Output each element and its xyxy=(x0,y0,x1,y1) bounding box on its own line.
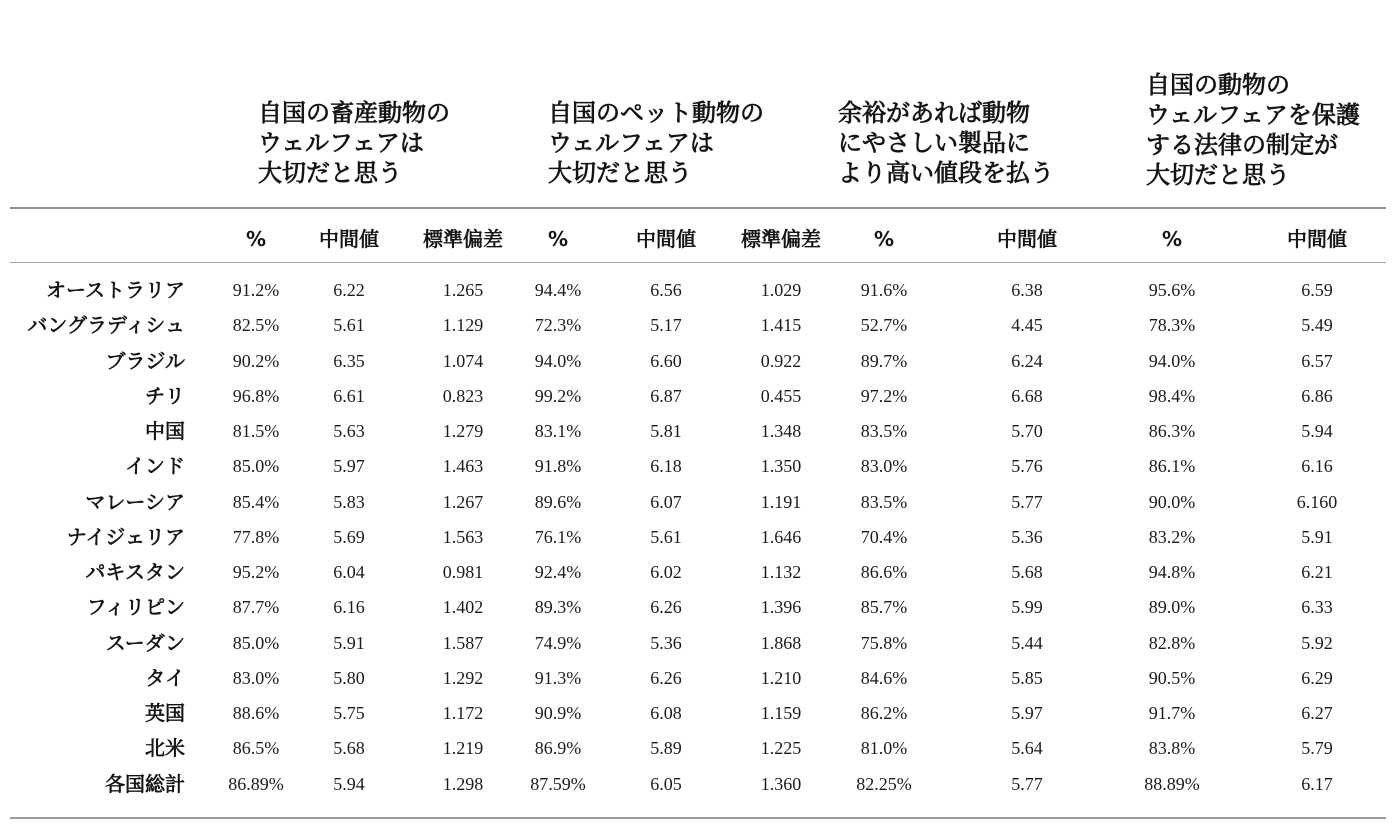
group-header-line: 大切だと思う xyxy=(258,159,402,187)
column-header: 標準偏差 xyxy=(423,227,503,251)
table-cell: 75.8% xyxy=(860,632,908,653)
table-cell: 85.7% xyxy=(860,597,908,618)
table-row xyxy=(0,520,1400,555)
table-cell: 84.6% xyxy=(860,667,908,688)
table-cell: 74.9% xyxy=(534,632,582,653)
table-cell: 0.455 xyxy=(760,385,802,406)
group-header-farm-animal-welfare xyxy=(258,0,450,188)
table-row xyxy=(0,344,1400,379)
table-cell: 5.44 xyxy=(1011,632,1043,653)
table-cell: 5.99 xyxy=(1011,597,1043,618)
group-header-line: より高い値段を払う xyxy=(838,159,1054,187)
group-header-line: 余裕があれば動物 xyxy=(838,99,1030,127)
group-header-line: 自国の畜産動物の xyxy=(258,99,450,127)
table-cell: 1.029 xyxy=(760,280,802,300)
group-header-line: ウェルフェアを保護 xyxy=(1146,101,1360,129)
table-cell: 1.348 xyxy=(760,421,802,441)
table-cell: 89.0% xyxy=(1148,597,1196,618)
table-row xyxy=(0,767,1400,802)
table-cell: 6.33 xyxy=(1301,597,1333,618)
table-cell: 91.8% xyxy=(534,456,582,477)
table-row xyxy=(0,626,1400,661)
table-cell: 95.2% xyxy=(232,562,280,582)
table-cell: 6.87 xyxy=(650,385,682,406)
group-header-line: ウェルフェアは xyxy=(258,129,424,157)
table-cell: 6.61 xyxy=(333,385,365,406)
group-header-pay-more xyxy=(838,0,1054,188)
table-cell: 1.210 xyxy=(760,667,802,688)
country-label: ナイジェリア xyxy=(66,524,185,549)
table-cell: 86.1% xyxy=(1148,456,1196,477)
table-cell: 1.191 xyxy=(760,491,802,512)
country-label: 中国 xyxy=(145,419,185,443)
table-cell: 92.4% xyxy=(534,562,582,582)
table-cell: 0.823 xyxy=(442,385,484,406)
table-cell: 1.563 xyxy=(442,526,484,547)
column-header: 中間値 xyxy=(997,227,1057,251)
table-row xyxy=(0,555,1400,590)
table-cell: 86.9% xyxy=(534,738,582,759)
table-cell: 1.292 xyxy=(442,667,484,688)
table-cell: 86.3% xyxy=(1148,421,1196,441)
group-header-line: 大切だと思う xyxy=(548,159,692,187)
table-cell: 1.132 xyxy=(760,562,802,582)
table-cell: 0.981 xyxy=(442,562,484,582)
table-cell: 6.24 xyxy=(1011,350,1043,371)
table-cell: 5.97 xyxy=(333,456,365,477)
table-cell: 91.2% xyxy=(232,280,280,300)
table-cell: 6.21 xyxy=(1301,562,1333,582)
table-cell: 6.18 xyxy=(650,456,682,477)
table-cell: 1.350 xyxy=(760,456,802,477)
table-cell: 96.8% xyxy=(232,385,280,406)
table-cell: 6.160 xyxy=(1296,491,1338,512)
table-cell: 0.922 xyxy=(760,350,802,371)
table-cell: 1.298 xyxy=(442,773,484,794)
table-cell: 86.89% xyxy=(228,773,284,794)
group-header-line: にやさしい製品に xyxy=(838,129,1030,157)
country-label: 英国 xyxy=(145,701,185,725)
column-header: 標準偏差 xyxy=(741,227,821,251)
table-cell: 85.0% xyxy=(232,456,280,477)
table-cell: 83.0% xyxy=(232,667,280,688)
table-cell: 6.56 xyxy=(650,280,682,300)
country-label: タイ xyxy=(145,665,185,690)
table-cell: 87.7% xyxy=(232,597,280,618)
table-cell: 6.08 xyxy=(650,703,682,723)
table-row xyxy=(0,485,1400,520)
country-label: インド xyxy=(125,454,185,479)
table-cell: 6.68 xyxy=(1011,385,1043,406)
table-cell: 81.0% xyxy=(860,738,908,759)
table-cell: 5.63 xyxy=(333,421,365,441)
table-cell: 83.2% xyxy=(1148,526,1196,547)
table-cell: 5.89 xyxy=(650,738,682,759)
group-header-line: 大切だと思う xyxy=(1146,161,1290,189)
table-cell: 94.0% xyxy=(534,350,582,371)
table-cell: 5.69 xyxy=(333,526,365,547)
table-cell: 1.267 xyxy=(442,491,484,512)
country-label: バングラディシュ xyxy=(27,313,185,338)
header-separator-rule xyxy=(10,262,1386,263)
table-row xyxy=(0,449,1400,484)
table-row xyxy=(0,379,1400,414)
country-label: 各国総計 xyxy=(105,771,185,796)
country-label: スーダン xyxy=(105,630,185,655)
table-cell: 1.360 xyxy=(760,773,802,794)
table-cell: 99.2% xyxy=(534,385,582,406)
table-cell: 5.77 xyxy=(1011,491,1043,512)
table-cell: 87.59% xyxy=(530,773,586,794)
table-row xyxy=(0,661,1400,696)
table-cell: 85.0% xyxy=(232,632,280,653)
table-cell: 90.5% xyxy=(1148,667,1196,688)
table-cell: 1.225 xyxy=(760,738,802,759)
table-cell: 5.77 xyxy=(1011,773,1043,794)
table-cell: 85.4% xyxy=(232,491,280,512)
table-cell: 86.2% xyxy=(860,703,908,723)
table-cell: 1.172 xyxy=(442,703,484,723)
table-cell: 5.75 xyxy=(333,703,365,723)
table-top-rule xyxy=(10,207,1386,209)
table-cell: 5.92 xyxy=(1301,632,1333,653)
table-cell: 6.07 xyxy=(650,491,682,512)
table-cell: 95.6% xyxy=(1148,280,1196,300)
table-cell: 6.27 xyxy=(1301,703,1333,723)
group-header-line: 自国のペット動物の xyxy=(548,99,764,127)
table-cell: 6.16 xyxy=(1301,456,1333,477)
table-cell: 91.7% xyxy=(1148,703,1196,723)
table-cell: 89.3% xyxy=(534,597,582,618)
table-cell: 6.29 xyxy=(1301,667,1333,688)
table-cell: 1.646 xyxy=(760,526,802,547)
table-cell: 6.57 xyxy=(1301,350,1333,371)
country-label: マレーシア xyxy=(85,489,185,514)
table-cell: 91.6% xyxy=(860,280,908,300)
table-row xyxy=(0,414,1400,449)
column-header: % xyxy=(1161,227,1183,251)
table-cell: 1.396 xyxy=(760,597,802,618)
table-cell: 83.5% xyxy=(860,491,908,512)
table-cell: 90.9% xyxy=(534,703,582,723)
table-cell: 5.68 xyxy=(333,738,365,759)
table-cell: 6.59 xyxy=(1301,280,1333,300)
table-cell: 94.0% xyxy=(1148,350,1196,371)
table-cell: 5.64 xyxy=(1011,738,1043,759)
table-cell: 1.463 xyxy=(442,456,484,477)
table-cell: 6.04 xyxy=(333,562,365,582)
table-cell: 5.17 xyxy=(650,315,682,336)
column-header: % xyxy=(547,227,569,251)
country-label: フィリピン xyxy=(86,595,185,620)
table-cell: 72.3% xyxy=(534,315,582,336)
table-cell: 6.38 xyxy=(1011,280,1043,300)
table-cell: 83.8% xyxy=(1148,738,1196,759)
table-cell: 1.587 xyxy=(442,632,484,653)
table-cell: 5.97 xyxy=(1011,703,1043,723)
table-cell: 6.02 xyxy=(650,562,682,582)
table-cell: 1.219 xyxy=(442,738,484,759)
table-cell: 6.60 xyxy=(650,350,682,371)
table-cell: 5.36 xyxy=(1011,526,1043,547)
table-cell: 6.86 xyxy=(1301,385,1333,406)
table-cell: 5.94 xyxy=(333,773,365,794)
table-cell: 5.91 xyxy=(1301,526,1333,547)
table-cell: 94.8% xyxy=(1148,562,1196,582)
table-cell: 52.7% xyxy=(860,315,908,336)
table-cell: 90.0% xyxy=(1148,491,1196,512)
table-cell: 1.402 xyxy=(442,597,484,618)
table-cell: 82.25% xyxy=(856,773,912,794)
table-cell: 89.7% xyxy=(860,350,908,371)
table-cell: 91.3% xyxy=(534,667,582,688)
column-header: 中間値 xyxy=(319,227,379,251)
table-cell: 5.80 xyxy=(333,667,365,688)
country-label: チリ xyxy=(145,383,185,408)
table-cell: 5.61 xyxy=(650,526,682,547)
group-header-line: ウェルフェアは xyxy=(548,129,714,157)
table-cell: 6.26 xyxy=(650,667,682,688)
table-cell: 77.8% xyxy=(232,526,280,547)
column-header: % xyxy=(873,227,895,251)
table-cell: 1.265 xyxy=(442,280,484,300)
table-row xyxy=(0,308,1400,343)
table-cell: 83.0% xyxy=(860,456,908,477)
table-cell: 6.35 xyxy=(333,350,365,371)
table-cell: 90.2% xyxy=(232,350,280,371)
table-cell: 82.5% xyxy=(232,315,280,336)
table-cell: 4.45 xyxy=(1011,315,1043,336)
table-cell: 83.1% xyxy=(534,421,582,441)
table-cell: 5.68 xyxy=(1011,562,1043,582)
table-cell: 81.5% xyxy=(232,421,280,441)
group-header-pet-animal-welfare xyxy=(548,0,764,188)
table-cell: 98.4% xyxy=(1148,385,1196,406)
column-header: 中間値 xyxy=(1287,227,1347,251)
country-label: オーストラリア xyxy=(46,278,185,302)
table-cell: 97.2% xyxy=(860,385,908,406)
table-cell: 5.85 xyxy=(1011,667,1043,688)
group-header-line: 自国の動物の xyxy=(1146,71,1290,99)
table-cell: 1.868 xyxy=(760,632,802,653)
table-cell: 6.26 xyxy=(650,597,682,618)
table-cell: 5.36 xyxy=(650,632,682,653)
table-cell: 1.279 xyxy=(442,421,484,441)
table-cell: 5.81 xyxy=(650,421,682,441)
column-header: 中間値 xyxy=(636,227,696,251)
table-cell: 88.6% xyxy=(232,703,280,723)
table-cell: 1.159 xyxy=(760,703,802,723)
table-cell: 76.1% xyxy=(534,526,582,547)
table-cell: 83.5% xyxy=(860,421,908,441)
table-cell: 88.89% xyxy=(1144,773,1200,794)
table-cell: 6.17 xyxy=(1301,773,1333,794)
group-header-protection-law xyxy=(1146,0,1360,190)
table-cell: 5.94 xyxy=(1301,421,1333,441)
table-cell: 6.05 xyxy=(650,773,682,794)
table-cell: 5.91 xyxy=(333,632,365,653)
group-header-line: する法律の制定が xyxy=(1146,131,1338,159)
table-cell: 1.415 xyxy=(760,315,802,336)
table-row xyxy=(0,696,1400,731)
table-cell: 6.16 xyxy=(333,597,365,618)
table-row xyxy=(0,731,1400,766)
table-cell: 5.61 xyxy=(333,315,365,336)
table-cell: 5.49 xyxy=(1301,315,1333,336)
country-label: 北米 xyxy=(145,736,185,761)
table-cell: 70.4% xyxy=(860,526,908,547)
table-cell: 89.6% xyxy=(534,491,582,512)
table-cell: 5.83 xyxy=(333,491,365,512)
table-row xyxy=(0,273,1400,308)
country-label: パキスタン xyxy=(85,560,185,584)
table-cell: 94.4% xyxy=(534,280,582,300)
table-cell: 86.5% xyxy=(232,738,280,759)
table-cell: 1.074 xyxy=(442,350,484,371)
table-row xyxy=(0,590,1400,625)
table-cell: 1.129 xyxy=(442,315,484,336)
table-cell: 5.76 xyxy=(1011,456,1043,477)
table-bottom-rule xyxy=(10,817,1386,819)
table-cell: 6.22 xyxy=(333,280,365,300)
table-cell: 82.8% xyxy=(1148,632,1196,653)
table-cell: 5.79 xyxy=(1301,738,1333,759)
table-cell: 86.6% xyxy=(860,562,908,582)
country-label: ブラジル xyxy=(105,348,185,373)
table-cell: 78.3% xyxy=(1148,315,1196,336)
column-header: % xyxy=(245,227,267,251)
table-cell: 5.70 xyxy=(1011,421,1043,441)
